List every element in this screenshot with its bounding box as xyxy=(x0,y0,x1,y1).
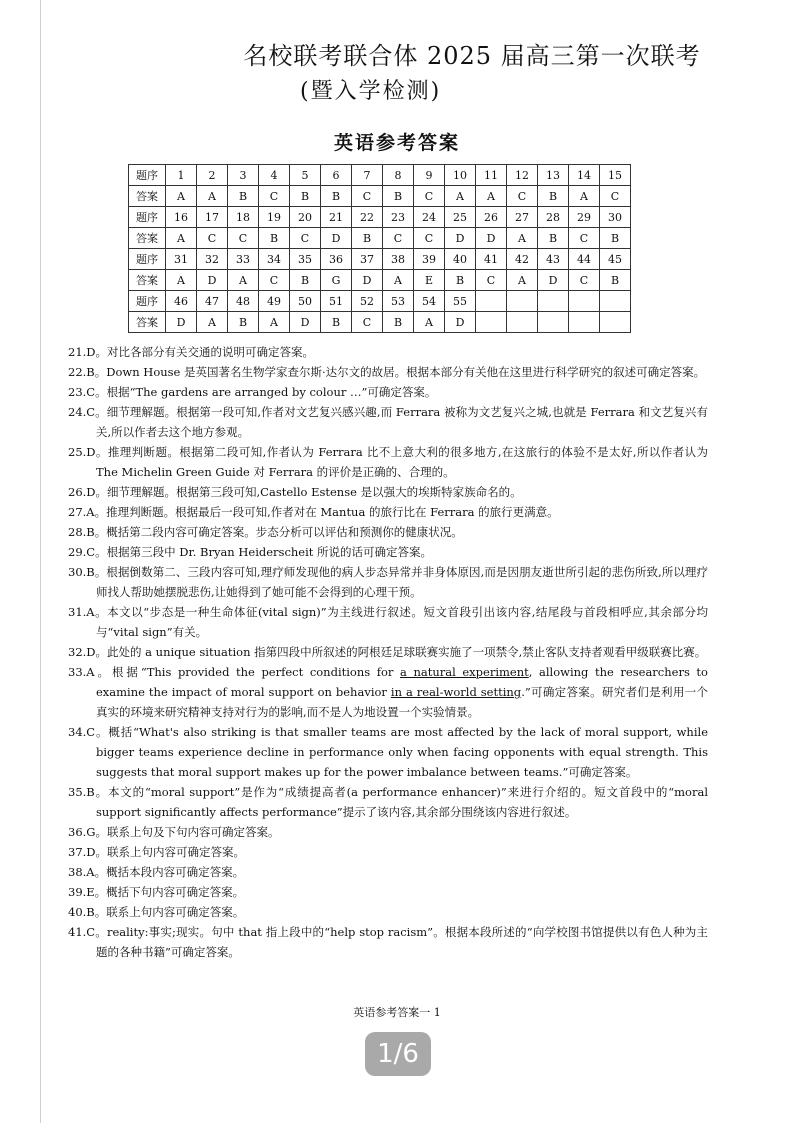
question-number-cell: 49 xyxy=(259,291,290,312)
answer-cell: A xyxy=(166,186,197,207)
question-number-cell: 37 xyxy=(352,249,383,270)
answer-cell: C xyxy=(507,186,538,207)
answer-cell: A xyxy=(228,270,259,291)
question-number-cell: 53 xyxy=(383,291,414,312)
answer-cell: D xyxy=(476,228,507,249)
question-number-cell: 2 xyxy=(197,165,228,186)
answer-cell: B xyxy=(259,228,290,249)
answer-cell: B xyxy=(290,270,321,291)
answer-cell: A xyxy=(166,270,197,291)
question-number-cell: 24 xyxy=(414,207,445,228)
row-label: 题序 xyxy=(129,291,166,312)
question-number-cell: 55 xyxy=(445,291,476,312)
question-number-cell: 46 xyxy=(166,291,197,312)
question-number-cell: 28 xyxy=(538,207,569,228)
underlined-phrase: in a real-world setting xyxy=(390,685,522,699)
question-number-cell: 18 xyxy=(228,207,259,228)
question-number-cell: 8 xyxy=(383,165,414,186)
answer-cell: A xyxy=(507,270,538,291)
answer-row xyxy=(129,270,631,291)
answer-cell: B xyxy=(600,228,631,249)
answer-cell: C xyxy=(569,228,600,249)
question-number-cell: 9 xyxy=(414,165,445,186)
question-number-cell xyxy=(538,291,569,312)
explanation-25: 25.D。推理判断题。根据第二段可知,作者认为 Ferrara 比不上意大利的很多地方,在这旅行的体验不是太好,所以作者认为 The Michelin Green Guide 对 Ferrara 的评价是正确的、合理的。 xyxy=(68,445,708,479)
answer-cell: A xyxy=(507,228,538,249)
question-number-cell: 12 xyxy=(507,165,538,186)
answer-cell: C xyxy=(569,270,600,291)
answer-cell: C xyxy=(197,228,228,249)
explanation-32: 32.D。此处的 a unique situation 指第四段中所叙述的阿根廷足球联赛实施了一项禁令,禁止客队支持者观看甲级联赛比赛。 xyxy=(68,645,707,659)
question-number-cell: 36 xyxy=(321,249,352,270)
question-number-cell: 19 xyxy=(259,207,290,228)
question-number-cell: 3 xyxy=(228,165,259,186)
question-number-cell: 40 xyxy=(445,249,476,270)
number-row xyxy=(129,291,631,312)
explanation-27: 27.A。推理判断题。根据最后一段可知,作者对在 Mantua 的旅行比在 Ferrara 的旅行更满意。 xyxy=(68,505,559,519)
answer-cell: B xyxy=(538,186,569,207)
question-number-cell: 17 xyxy=(197,207,228,228)
explanation-35: 35.B。本文的“moral support”是作为“成绩提高者(a performance enhancer)”来进行介绍的。短文首段中的“moral support significantly affects performance”提示了该内容,其余部分围绕该内容进行叙述。 xyxy=(68,785,708,819)
answer-cell: B xyxy=(538,228,569,249)
question-number-cell xyxy=(476,291,507,312)
answer-cell: E xyxy=(414,270,445,291)
answer-cell: B xyxy=(290,186,321,207)
answer-cell: C xyxy=(414,186,445,207)
row-label: 答案 xyxy=(129,228,166,249)
page-title: 英语参考答案 xyxy=(333,132,460,154)
answer-cell: D xyxy=(352,270,383,291)
answer-row xyxy=(129,312,631,333)
answer-table xyxy=(128,164,631,333)
row-label: 题序 xyxy=(129,249,166,270)
explanation-36: 36.G。联系上句及下句内容可确定答案。 xyxy=(68,825,280,839)
answer-cell: D xyxy=(197,270,228,291)
row-label: 题序 xyxy=(129,165,166,186)
explanation-22: 22.B。Down House 是英国著名生物学家查尔斯·达尔文的故居。根据本部分有关他在这里进行科学研究的叙述可确定答案。 xyxy=(68,365,706,379)
answer-cell: C xyxy=(259,270,290,291)
explanation-24: 24.C。细节理解题。根据第一段可知,作者对文艺复兴感兴趣,而 Ferrara 被称为文艺复兴之城,也就是 Ferrara 和文艺复兴有关,所以作者去这个地方参观。 xyxy=(68,405,708,439)
row-label: 答案 xyxy=(129,186,166,207)
question-number-cell: 11 xyxy=(476,165,507,186)
answer-cell: C xyxy=(414,228,445,249)
exam-subtitle: (暨入学检测) xyxy=(300,79,442,104)
question-number-cell: 13 xyxy=(538,165,569,186)
answer-cell: C xyxy=(600,186,631,207)
question-number-cell: 54 xyxy=(414,291,445,312)
underlined-phrase: a natural experiment xyxy=(400,665,529,679)
question-number-cell: 4 xyxy=(259,165,290,186)
explanation-33: 33.A。根据“This provided the perfect conditions for a natural experiment, allowing the researchers to examine the impact of moral support on behavior in a real-world setting.”可确定答案。研究者们是利用一个真实的环境来研究精神支持对行为的影响,而不是人为地设置一个实验情景。 xyxy=(68,665,708,719)
explanation-28: 28.B。概括第二段内容可确定答案。步态分析可以评估和预测你的健康状况。 xyxy=(68,525,463,539)
answer-cell: A xyxy=(476,186,507,207)
answer-cell: B xyxy=(383,186,414,207)
answer-row xyxy=(129,228,631,249)
question-number-cell: 16 xyxy=(166,207,197,228)
explanation-34: 34.C。概括“What's also striking is that smaller teams are most affected by the lack of moral support, while bigger teams experience decline in performance only when facing opponents with equal strength. This suggests that moral support makes up for the power imbalance between teams.”可确定答案。 xyxy=(68,725,708,779)
question-number-cell: 32 xyxy=(197,249,228,270)
answer-cell: B xyxy=(228,186,259,207)
explanation-41: 41.C。reality:事实;现实。句中 that 指上段中的“help stop racism”。根据本段所述的“向学校图书馆提供以有色人种为主题的各种书籍”可确定答案。 xyxy=(68,925,708,959)
question-number-cell xyxy=(569,291,600,312)
answer-cell: C xyxy=(228,228,259,249)
question-number-cell: 30 xyxy=(600,207,631,228)
answer-cell: C xyxy=(259,186,290,207)
answer-cell xyxy=(538,312,569,333)
explanation-23: 23.C。根据“The gardens are arranged by colour …”可确定答案。 xyxy=(68,385,437,399)
answer-cell xyxy=(476,312,507,333)
answer-cell: D xyxy=(538,270,569,291)
question-number-cell: 22 xyxy=(352,207,383,228)
number-row xyxy=(129,165,631,186)
explanation-29: 29.C。根据第三段中 Dr. Bryan Heiderscheit 所说的话可确定答案。 xyxy=(68,545,433,559)
question-number-cell: 45 xyxy=(600,249,631,270)
explanation-31: 31.A。本文以“步态是一种生命体征(vital sign)”为主线进行叙述。短文首段引出该内容,结尾段与首段相呼应,其余部分均与“vital sign”有关。 xyxy=(68,605,708,639)
question-number-cell: 29 xyxy=(569,207,600,228)
answer-cell: A xyxy=(445,186,476,207)
answer-cell: B xyxy=(228,312,259,333)
answer-cell: A xyxy=(414,312,445,333)
question-number-cell: 38 xyxy=(383,249,414,270)
row-label: 答案 xyxy=(129,270,166,291)
answer-row xyxy=(129,186,631,207)
question-number-cell: 23 xyxy=(383,207,414,228)
answer-cell: C xyxy=(476,270,507,291)
question-number-cell: 1 xyxy=(166,165,197,186)
answer-cell xyxy=(600,312,631,333)
question-number-cell: 5 xyxy=(290,165,321,186)
question-number-cell xyxy=(600,291,631,312)
question-number-cell: 50 xyxy=(290,291,321,312)
question-number-cell: 31 xyxy=(166,249,197,270)
question-number-cell: 52 xyxy=(352,291,383,312)
answer-cell: B xyxy=(321,186,352,207)
explanation-37: 37.D。联系上句内容可确定答案。 xyxy=(68,845,246,859)
question-number-cell: 41 xyxy=(476,249,507,270)
question-number-cell: 14 xyxy=(569,165,600,186)
answer-cell: D xyxy=(290,312,321,333)
answer-cell: A xyxy=(197,186,228,207)
answer-cell: C xyxy=(352,186,383,207)
question-number-cell: 20 xyxy=(290,207,321,228)
answer-cell: C xyxy=(290,228,321,249)
explanation-38: 38.A。概括本段内容可确定答案。 xyxy=(68,865,245,879)
explanation-40: 40.B。联系上句内容可确定答案。 xyxy=(68,905,245,919)
exam-title: 名校联考联合体 2025 届高三第一次联考 xyxy=(243,42,701,70)
answer-cell: B xyxy=(445,270,476,291)
answer-cell: A xyxy=(166,228,197,249)
answer-cell: A xyxy=(259,312,290,333)
page-margin-rule xyxy=(40,0,41,1123)
answer-cell xyxy=(569,312,600,333)
explanation-30: 30.B。根据倒数第二、三段内容可知,理疗师发现他的病人步态异常并非身体原因,而是因朋友逝世所引起的悲伤所致,所以理疗师找人帮助她摆脱悲伤,让她得到了她可能不会得到的心理干预。 xyxy=(68,565,708,599)
explanation-21: 21.D。对比各部分有关交通的说明可确定答案。 xyxy=(68,345,315,359)
answer-cell xyxy=(507,312,538,333)
question-number-cell: 15 xyxy=(600,165,631,186)
answer-cell: D xyxy=(166,312,197,333)
number-row xyxy=(129,249,631,270)
number-row xyxy=(129,207,631,228)
question-number-cell: 10 xyxy=(445,165,476,186)
question-number-cell: 42 xyxy=(507,249,538,270)
question-number-cell xyxy=(507,291,538,312)
answer-cell: D xyxy=(445,312,476,333)
question-number-cell: 44 xyxy=(569,249,600,270)
answer-cell: A xyxy=(569,186,600,207)
answer-cell: C xyxy=(352,312,383,333)
answer-cell: A xyxy=(383,270,414,291)
row-label: 答案 xyxy=(129,312,166,333)
question-number-cell: 48 xyxy=(228,291,259,312)
question-number-cell: 27 xyxy=(507,207,538,228)
question-number-cell: 35 xyxy=(290,249,321,270)
explanation-26: 26.D。细节理解题。根据第三段可知,Castello Estense 是以强大的埃斯特家族命名的。 xyxy=(68,485,522,499)
answer-cell: C xyxy=(383,228,414,249)
explanation-39: 39.E。概括下句内容可确定答案。 xyxy=(68,885,245,899)
question-number-cell: 33 xyxy=(228,249,259,270)
question-number-cell: 25 xyxy=(445,207,476,228)
row-label: 题序 xyxy=(129,207,166,228)
answer-cell: B xyxy=(321,312,352,333)
answer-cell: G xyxy=(321,270,352,291)
question-number-cell: 43 xyxy=(538,249,569,270)
question-number-cell: 26 xyxy=(476,207,507,228)
question-number-cell: 39 xyxy=(414,249,445,270)
question-number-cell: 7 xyxy=(352,165,383,186)
answer-cell: B xyxy=(352,228,383,249)
page-indicator[interactable]: 1/6 xyxy=(365,1032,431,1076)
question-number-cell: 34 xyxy=(259,249,290,270)
explanations xyxy=(68,342,708,962)
question-number-cell: 51 xyxy=(321,291,352,312)
answer-cell: B xyxy=(383,312,414,333)
question-number-cell: 21 xyxy=(321,207,352,228)
page-footer: 英语参考答案一 1 xyxy=(353,1006,441,1019)
answer-cell: B xyxy=(600,270,631,291)
question-number-cell: 6 xyxy=(321,165,352,186)
answer-cell: D xyxy=(321,228,352,249)
answer-cell: A xyxy=(197,312,228,333)
answer-cell: D xyxy=(445,228,476,249)
question-number-cell: 47 xyxy=(197,291,228,312)
